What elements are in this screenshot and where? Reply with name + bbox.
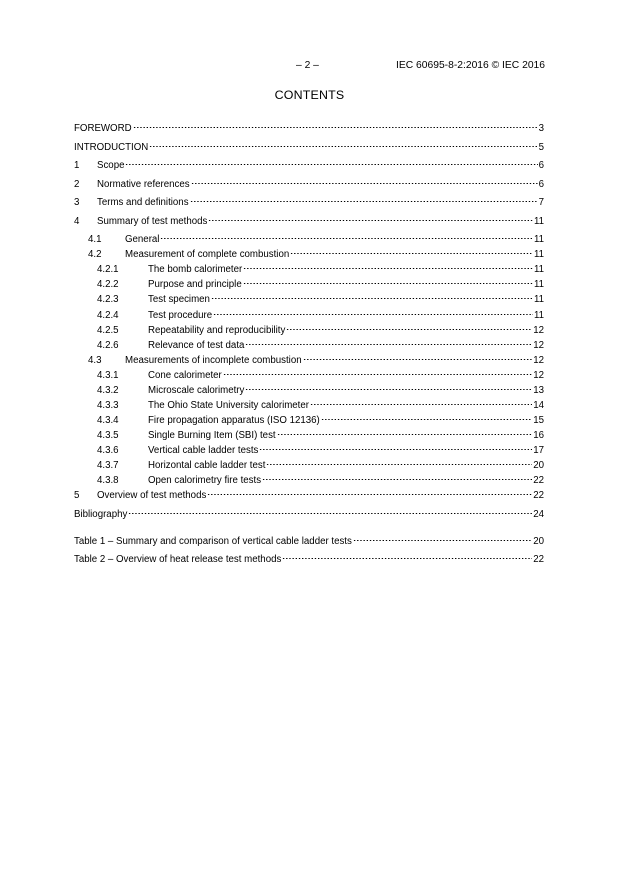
dot-leader — [223, 366, 532, 376]
toc-page: 20 — [533, 459, 544, 471]
table-of-contents — [74, 121, 544, 522]
toc-page: 11 — [533, 294, 544, 306]
table-entry-1[interactable] — [74, 533, 544, 551]
dot-leader — [310, 396, 532, 406]
toc-number: 4.3.1 — [97, 369, 119, 381]
toc-page: 22 — [533, 490, 544, 502]
dot-leader — [303, 351, 533, 361]
toc-number: 4.2.1 — [97, 264, 119, 276]
toc-title: Terms and definitions — [97, 197, 189, 209]
table-page: 22 — [533, 554, 544, 565]
toc-page: 17 — [533, 444, 544, 456]
toc-number: 4.2.3 — [97, 294, 119, 306]
toc-page: 11 — [533, 264, 544, 276]
table-title: Table 1 – Summary and comparison of vertical cable ladder tests — [74, 536, 352, 547]
dot-leader — [277, 426, 533, 436]
dot-leader — [190, 193, 538, 203]
toc-number: 4.3.5 — [97, 429, 119, 441]
dot-leader — [149, 138, 537, 148]
toc-number: 4.2.6 — [97, 339, 119, 351]
dot-leader — [207, 486, 532, 496]
dot-leader — [128, 505, 532, 515]
dot-leader — [211, 290, 533, 300]
toc-number: 2 — [74, 178, 80, 190]
toc-number: 4.2.4 — [97, 309, 119, 321]
toc-number: 4.1 — [88, 234, 102, 246]
toc-page: 7 — [538, 197, 544, 209]
document-reference: IEC 60695-8-2:2016 © IEC 2016 — [396, 60, 545, 71]
dot-leader — [243, 260, 533, 270]
dot-leader — [321, 411, 532, 421]
toc-title: Horizontal cable ladder test — [148, 459, 266, 471]
toc-title: Overview of test methods — [97, 490, 207, 502]
toc-number: 4.2.2 — [97, 279, 119, 291]
toc-number: 4.3 — [88, 354, 102, 366]
toc-number: 4.3.2 — [97, 384, 119, 396]
dot-leader — [243, 275, 533, 285]
toc-title: Open calorimetry fire tests — [148, 475, 262, 487]
toc-number: 4.3.8 — [97, 475, 119, 487]
toc-number: 1 — [74, 160, 80, 172]
toc-title: Test procedure — [148, 309, 213, 321]
dot-leader — [160, 230, 532, 240]
dot-leader — [245, 336, 532, 346]
toc-number: 4 — [74, 215, 80, 227]
toc-title: Bibliography — [74, 508, 128, 520]
toc-title: FOREWORD — [74, 123, 132, 134]
toc-page: 22 — [533, 475, 544, 487]
toc-page: 14 — [533, 399, 544, 411]
toc-title: Test specimen — [148, 294, 210, 306]
table-page: 20 — [533, 536, 544, 547]
toc-page: 6 — [538, 178, 544, 190]
toc-page: 12 — [533, 369, 544, 381]
toc-entry-5[interactable] — [74, 488, 544, 503]
toc-number: 4.2.5 — [97, 324, 119, 336]
toc-title: The Ohio State University calorimeter — [148, 399, 309, 411]
toc-page: 3 — [538, 123, 544, 134]
toc-entry-3[interactable] — [74, 195, 544, 210]
toc-number: 4.3.7 — [97, 459, 119, 471]
toc-entry-4[interactable] — [74, 214, 544, 229]
table-entry-2[interactable] — [74, 551, 544, 569]
page-header — [0, 60, 619, 74]
toc-number: 4.3.4 — [97, 414, 119, 426]
toc-entry-2[interactable] — [74, 177, 544, 192]
toc-title: Relevance of test data — [148, 339, 245, 351]
toc-page: 11 — [533, 279, 544, 291]
toc-page: 11 — [533, 249, 544, 261]
toc-page: 15 — [533, 414, 544, 426]
dot-leader — [125, 156, 537, 166]
toc-page: 11 — [533, 309, 544, 321]
dot-leader — [353, 532, 532, 542]
toc-number: 4.3.6 — [97, 444, 119, 456]
toc-title: General — [125, 234, 160, 246]
toc-title: Vertical cable ladder tests — [148, 444, 259, 456]
toc-title: Measurement of complete combustion — [125, 249, 290, 261]
toc-number: 4.3.3 — [97, 399, 119, 411]
toc-page: 11 — [533, 215, 544, 227]
toc-page: 24 — [533, 508, 544, 520]
dot-leader — [282, 550, 532, 560]
toc-number: 5 — [74, 490, 80, 502]
dot-leader — [262, 471, 532, 481]
toc-page: 6 — [538, 160, 544, 172]
toc-title: Repeatability and reproducibility — [148, 324, 286, 336]
dot-leader — [213, 306, 533, 316]
toc-page: 12 — [533, 324, 544, 336]
toc-title: Fire propagation apparatus (ISO 12136) — [148, 414, 320, 426]
toc-title: INTRODUCTION — [74, 141, 149, 153]
toc-page: 12 — [533, 354, 544, 366]
toc-title: Measurements of incomplete combustion — [125, 354, 302, 366]
dot-leader — [266, 456, 532, 466]
toc-page: 11 — [533, 234, 544, 246]
dot-leader — [290, 245, 533, 255]
dot-leader — [208, 212, 533, 222]
toc-title: Microscale calorimetry — [148, 384, 245, 396]
page-title: CONTENTS — [274, 88, 345, 102]
toc-entry-1[interactable] — [74, 158, 544, 173]
toc-page: 5 — [538, 141, 544, 153]
toc-entry-foreword[interactable] — [74, 121, 544, 136]
list-of-tables — [74, 533, 544, 569]
toc-title: The bomb calorimeter — [148, 264, 243, 276]
dot-leader — [245, 381, 532, 391]
toc-page: 16 — [533, 429, 544, 441]
toc-page: 12 — [533, 339, 544, 351]
toc-title: Single Burning Item (SBI) test — [148, 429, 276, 441]
page-number: – 2 – — [296, 60, 319, 71]
table-title: Table 2 – Overview of heat release test methods — [74, 554, 282, 565]
dot-leader — [286, 321, 532, 331]
dot-leader — [259, 441, 532, 451]
dot-leader — [133, 119, 538, 129]
toc-title: Purpose and principle — [148, 279, 242, 291]
toc-title: Summary of test methods — [97, 215, 208, 227]
toc-entry-bibliography[interactable] — [74, 507, 544, 522]
toc-page: 13 — [533, 384, 544, 396]
toc-title: Normative references — [97, 178, 190, 190]
toc-number: 4.2 — [88, 249, 102, 261]
toc-title: Cone calorimeter — [148, 369, 222, 381]
dot-leader — [191, 175, 538, 185]
toc-number: 3 — [74, 197, 80, 209]
toc-entry-introduction[interactable] — [74, 140, 544, 155]
toc-title: Scope — [97, 160, 125, 172]
